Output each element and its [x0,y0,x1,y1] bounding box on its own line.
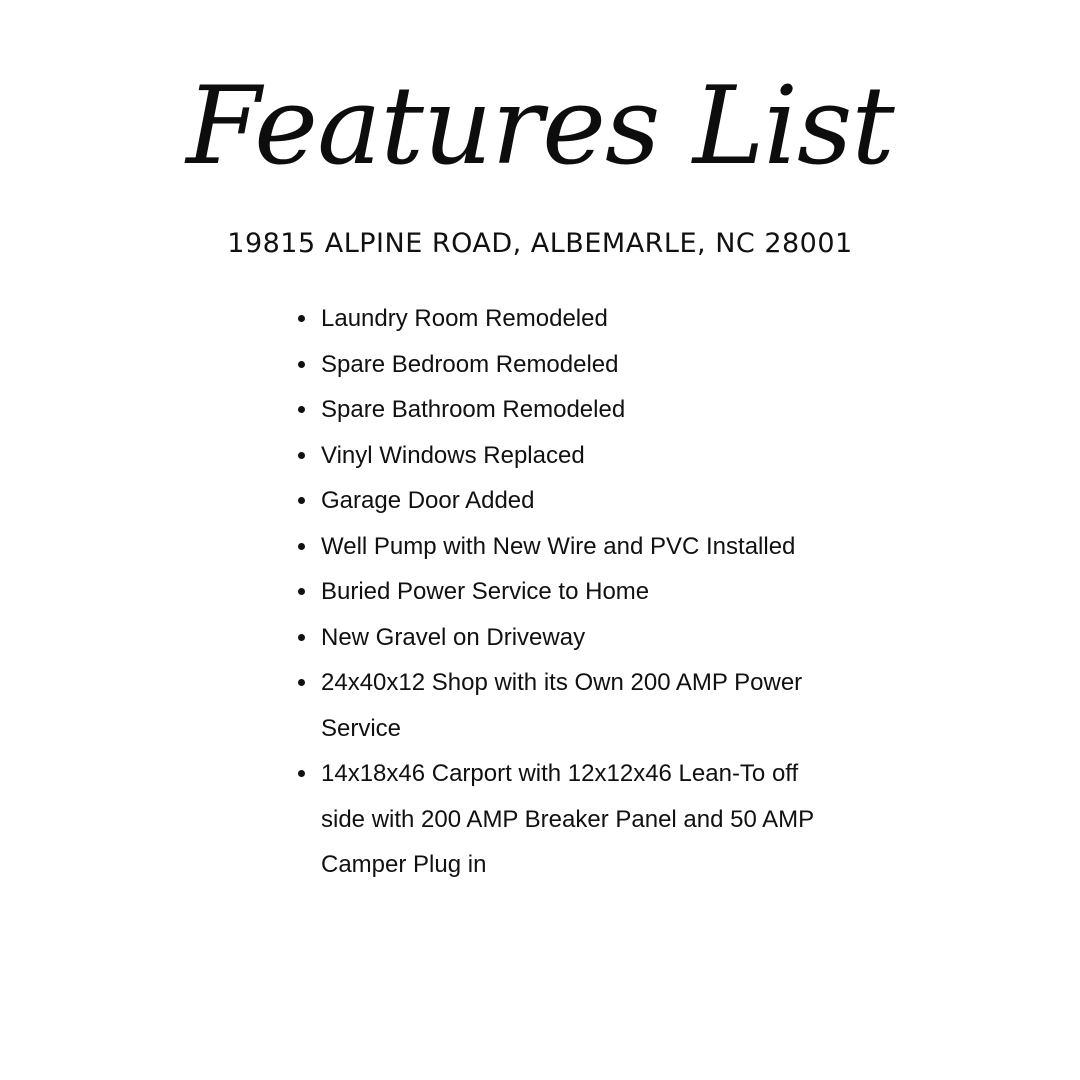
bullet-icon [298,433,306,479]
feature-text: Spare Bedroom Remodeled [321,350,619,378]
feature-item [298,751,818,888]
feature-text: 14x18x46 Carport with 12x12x46 Lean-To off side with 200 AMP Breaker Panel and 50 AMP Camper Plug in [321,760,814,878]
feature-item [298,569,818,615]
bullet-icon [298,524,306,570]
bullet-icon [298,296,306,342]
bullet-icon [298,387,306,433]
feature-text: Laundry Room Remodeled [321,305,608,332]
bullet-icon [298,478,306,524]
feature-item [298,387,818,433]
bullet-icon [298,615,306,661]
bullet-icon [298,751,306,797]
feature-item [298,478,818,524]
feature-text: Buried Power Service to Home [321,578,650,605]
feature-item [298,524,818,570]
feature-item [298,615,818,661]
bullet-icon [298,660,306,706]
bullet-icon [298,569,306,615]
feature-text: Spare Bathroom Remodeled [321,396,626,423]
bullet-icon [298,342,306,388]
feature-text: Vinyl Windows Replaced [321,441,585,469]
page-title: Features List [186,64,894,189]
feature-item [298,342,818,388]
feature-item [298,433,818,479]
feature-text: 24x40x12 Shop with its Own 200 AMP Power Service [321,669,803,742]
feature-text: Garage Door Added [321,487,535,514]
feature-text: New Gravel on Driveway [321,623,586,651]
features-list [298,296,818,888]
feature-item [298,296,818,342]
feature-text: Well Pump with New Wire and PVC Installed [321,532,796,560]
property-address: 19815 ALPINE ROAD, ALBEMARLE, NC 28001 [227,228,853,259]
feature-item [298,660,818,751]
